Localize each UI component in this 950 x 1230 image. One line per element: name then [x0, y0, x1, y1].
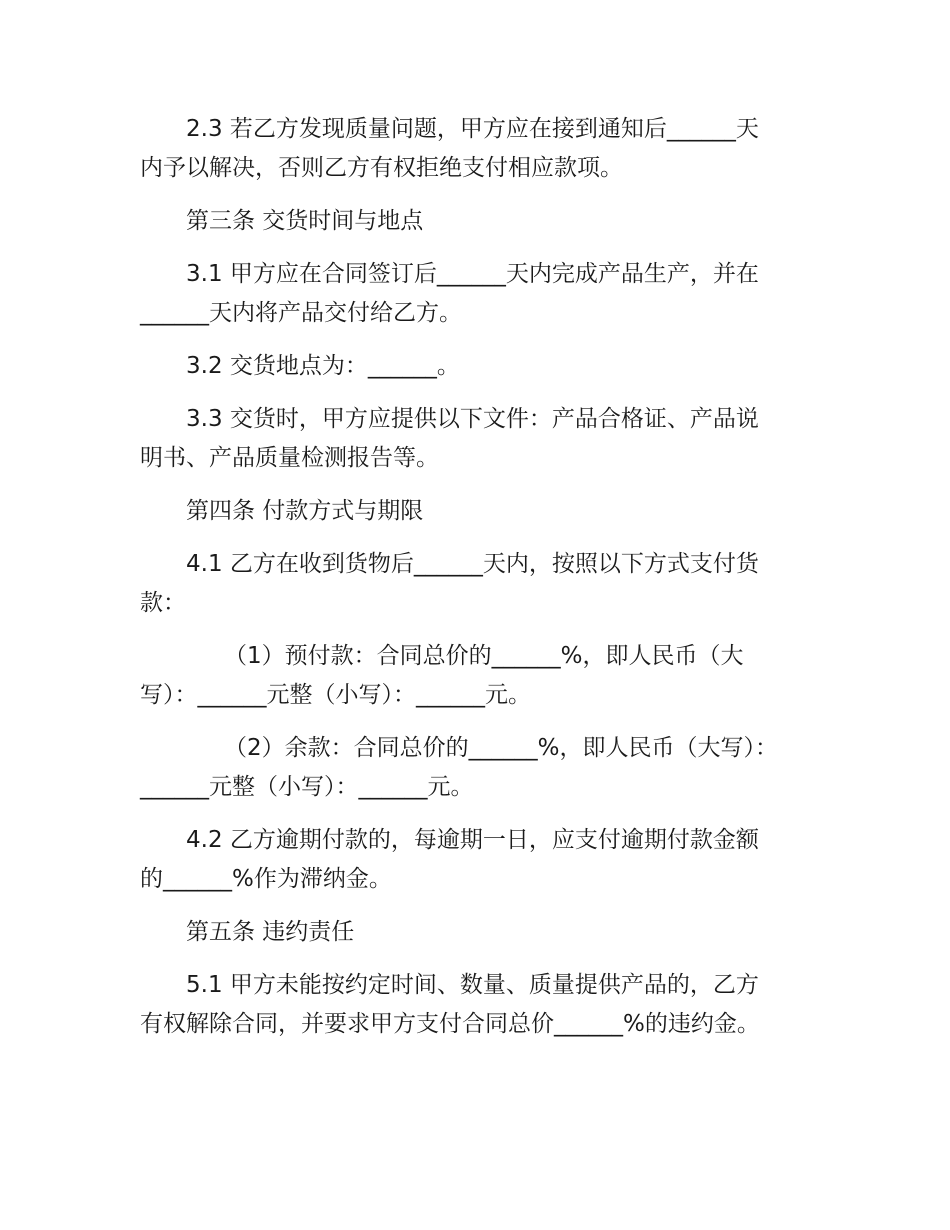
clause-4-1 [140, 545, 812, 623]
clause-5-1 [140, 966, 812, 1044]
clause-3-1-line-1: 3.1 甲方应在合同签订后______天内完成产品生产，并在 [186, 261, 759, 287]
clause-4-1-line-1: 4.1 乙方在收到货物后______天内，按照以下方式支付货 [186, 551, 759, 577]
article-3-title: 第三条 交货时间与地点 [186, 208, 424, 234]
contract-body [140, 110, 812, 1058]
clause-4-1-item-1 [140, 637, 812, 715]
clause-5-1-line-2: 有权解除合同，并要求甲方支付合同总价______%的违约金。 [140, 1011, 760, 1037]
clause-4-1-line-2: 款： [140, 590, 186, 616]
clause-4-1-item-1-line-2: 写）：______元整（小写）：______元。 [140, 682, 531, 708]
clause-3-3-line-1: 3.3 交货时，甲方应提供以下文件：产品合格证、产品说 [186, 406, 759, 432]
article-4-title: 第四条 付款方式与期限 [186, 498, 424, 524]
clause-3-1-line-2: ______天内将产品交付给乙方。 [140, 300, 462, 326]
clause-3-2 [140, 347, 812, 386]
clause-3-3 [140, 400, 812, 478]
clause-2-3-line-1: 2.3 若乙方发现质量问题，甲方应在接到通知后______天 [186, 116, 759, 142]
clause-4-1-item-1-line-1: （1）预付款：合同总价的______%，即人民币（大 [224, 643, 744, 669]
clause-3-1 [140, 255, 812, 333]
clause-3-3-line-2: 明书、产品质量检测报告等。 [140, 445, 439, 471]
clause-4-1-item-2 [140, 729, 812, 807]
clause-3-2-line-1: 3.2 交货地点为：______。 [186, 353, 460, 379]
clause-2-3 [140, 110, 812, 188]
clause-2-3-line-2: 内予以解决，否则乙方有权拒绝支付相应款项。 [140, 155, 623, 181]
clause-4-2-line-2: 的______%作为滞纳金。 [140, 866, 392, 892]
article-5-title: 第五条 违约责任 [186, 919, 355, 945]
clause-4-2 [140, 821, 812, 899]
clause-4-1-item-2-line-1: （2）余款：合同总价的______%，即人民币（大写）： [224, 735, 778, 761]
clause-4-2-line-1: 4.2 乙方逾期付款的，每逾期一日，应支付逾期付款金额 [186, 827, 759, 853]
clause-5-1-line-1: 5.1 甲方未能按约定时间、数量、质量提供产品的，乙方 [186, 972, 759, 998]
clause-4-1-item-2-line-2: ______元整（小写）：______元。 [140, 774, 474, 800]
